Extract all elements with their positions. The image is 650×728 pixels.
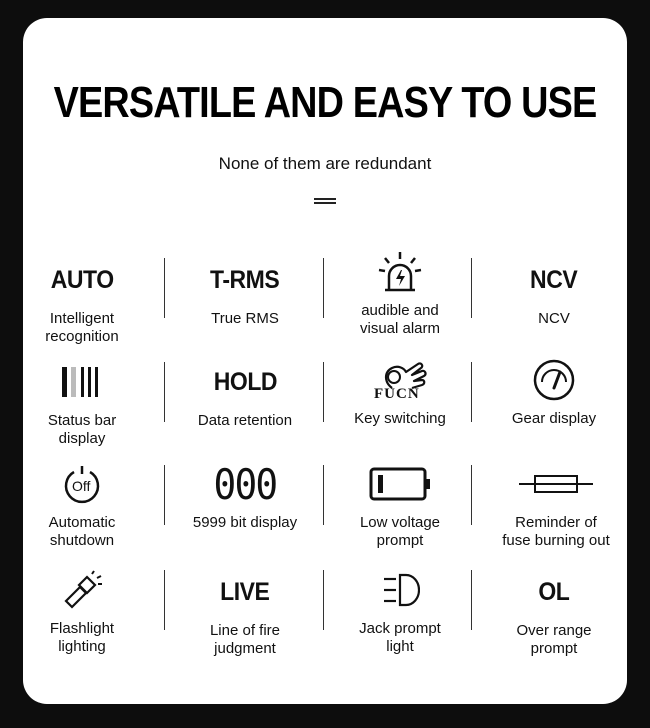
feature-word: HOLD — [213, 367, 277, 396]
power-off-text: Off — [72, 478, 91, 494]
feature-label: Automatic — [48, 514, 116, 531]
feature-label: recognition — [45, 328, 119, 345]
digit-display-icon — [165, 459, 325, 509]
feature-label: Status bar — [47, 412, 117, 429]
feature-auto-shutdown — [2, 462, 162, 550]
power-off-icon — [2, 462, 162, 506]
feature-label: Over range — [516, 622, 592, 639]
feature-label: prompt — [376, 532, 424, 549]
feature-label: prompt — [530, 640, 578, 657]
divider — [471, 465, 472, 525]
page-title: VERSATILE AND EASY TO USE — [53, 78, 597, 127]
feature-label: lighting — [58, 638, 106, 655]
feature-word: T-RMS — [210, 265, 280, 294]
feature-label: Jack prompt — [359, 620, 441, 637]
feature-label: judgment — [214, 640, 276, 657]
feature-trms — [165, 258, 325, 328]
feature-flashlight — [2, 568, 162, 656]
feature-word: OL — [538, 577, 570, 606]
feature-over-range — [474, 570, 634, 658]
feature-auto — [2, 258, 162, 346]
feature-word: NCV — [530, 265, 578, 294]
feature-label: Key switching — [354, 410, 446, 427]
feature-status-bar — [2, 360, 162, 448]
feature-label: True RMS — [211, 310, 279, 327]
status-bar-icon — [2, 360, 162, 404]
feature-label: Low voltage — [359, 514, 441, 531]
divider — [471, 258, 472, 318]
feature-key-switching — [320, 358, 480, 428]
feature-label: Line of fire — [209, 622, 281, 639]
alarm-light-icon — [320, 250, 480, 294]
feature-label: Data retention — [197, 412, 293, 429]
feature-label: Flashlight — [49, 620, 115, 637]
feature-word: AUTO — [50, 265, 114, 294]
feature-label: light — [386, 638, 414, 655]
feature-label: shutdown — [49, 532, 115, 549]
digit-display-text: 000 — [213, 459, 277, 509]
gauge-icon — [474, 358, 634, 402]
feature-label: Reminder of — [515, 514, 597, 531]
feature-label: fuse burning out — [502, 532, 610, 549]
feature-alarm — [320, 250, 480, 338]
feature-label: 5999 bit display — [192, 514, 298, 531]
fuse-icon — [476, 462, 636, 506]
feature-digit-display — [165, 459, 325, 532]
fucn-key-text: FUCN — [374, 386, 420, 402]
divider — [471, 362, 472, 422]
jack-light-icon — [320, 568, 480, 612]
feature-live — [165, 570, 325, 658]
battery-icon — [320, 462, 480, 506]
feature-fuse — [476, 462, 636, 550]
feature-hold — [165, 360, 325, 430]
feature-low-voltage — [320, 462, 480, 550]
feature-gear-display — [474, 358, 634, 428]
fucn-key-icon — [320, 358, 480, 402]
page-subtitle: None of them are redundant — [218, 154, 432, 173]
feature-label: audible and — [361, 302, 439, 319]
feature-label: Intelligent — [49, 310, 115, 327]
flashlight-icon — [2, 568, 162, 612]
feature-label: display — [58, 430, 106, 447]
feature-label: Gear display — [511, 410, 597, 427]
feature-label: visual alarm — [359, 320, 441, 337]
feature-label: NCV — [538, 310, 570, 327]
feature-ncv — [474, 258, 634, 328]
feature-jack-light — [320, 568, 480, 656]
feature-word: LIVE — [220, 577, 270, 606]
divider — [471, 570, 472, 630]
